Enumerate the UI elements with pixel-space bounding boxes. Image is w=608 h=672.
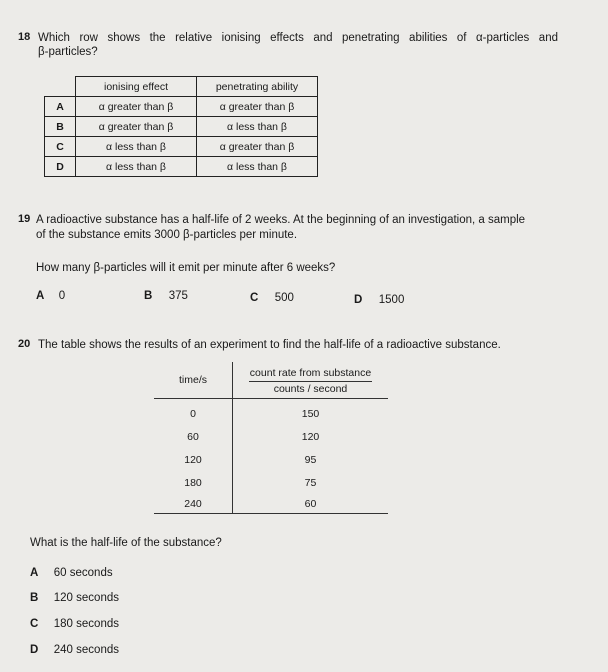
option-value: 60 seconds [53,567,113,579]
q18-text-line1: Which row shows the relative ionising effects and penetrating abilities of α-particles and [38,32,558,44]
q18-text-line2: β-particles? [38,46,98,58]
q20-header-count-line1: count rate from substance [249,366,372,382]
option-value: 240 seconds [53,644,119,656]
q20-header-time: time/s [178,374,207,386]
q20-number: 20 [18,338,31,350]
q20-table-header-rule [154,398,388,399]
q18-row-ionising: α greater than β [76,97,197,117]
q18-table-row [45,117,318,137]
q20-time-cell: 180 [184,477,202,489]
q20-option-a[interactable] [30,563,113,581]
option-letter: B [30,592,39,604]
q20-count-cell: 120 [301,431,320,443]
q19-option-d[interactable] [354,290,404,308]
q18-row-penetrating: α greater than β [197,97,318,117]
q20-table-bottom-rule [154,513,388,514]
option-letter: D [354,294,363,306]
q18-row-penetrating: α less than β [197,157,318,177]
q19-text-line1: A radioactive substance has a half-life of 2 weeks. At the beginning of an investigation, a sample [36,214,526,226]
option-letter: C [30,618,39,630]
q20-text: The table shows the results of an experiment to find the half-life of a radioactive substance. [38,339,501,351]
q20-count-cell: 150 [301,408,320,420]
option-letter: A [36,290,45,302]
q20-time-cell: 240 [184,498,202,510]
option-value: 1500 [378,294,405,306]
q18-row-penetrating: α greater than β [197,137,318,157]
q20-option-b[interactable] [30,588,119,606]
q18-table-row [45,137,318,157]
q20-header-count-line2: counts / second [273,383,348,395]
q20-time-cell: 0 [190,408,196,420]
option-letter: A [30,567,39,579]
q19-number: 19 [18,213,31,225]
q18-header-penetrating: penetrating ability [197,77,318,97]
q18-row-letter: C [45,137,76,157]
q19-text-line2: of the substance emits 3000 β-particles per minute. [36,229,298,241]
option-value: 375 [168,290,188,302]
option-letter: C [250,292,259,304]
q18-row-ionising: α less than β [76,137,197,157]
q19-option-c[interactable] [250,288,294,306]
q20-table [154,362,388,514]
q18-row-ionising: α less than β [76,157,197,177]
q18-row-letter: A [45,97,76,117]
q20-header-count [233,366,388,397]
q20-time-cell: 60 [187,431,199,443]
q20-time-cell: 120 [184,454,202,466]
q18-table-header [45,77,318,97]
q18-table-row [45,157,318,177]
q18-row-letter: B [45,117,76,137]
q19-option-b[interactable] [144,286,188,304]
q20-count-cell: 95 [304,454,317,466]
option-value: 500 [274,292,294,304]
q18-table-row [45,97,318,117]
option-letter: D [30,644,39,656]
option-value: 0 [58,290,66,302]
q18-number: 18 [18,31,31,43]
q18-row-letter: D [45,157,76,177]
q18-table-corner [45,77,76,97]
q20-count-cell: 75 [304,477,317,489]
option-letter: B [144,290,153,302]
option-value: 180 seconds [53,618,119,630]
q20-count-cell: 60 [304,498,317,510]
q18-table [44,76,318,177]
q19-option-a[interactable] [36,286,65,304]
option-value: 120 seconds [53,592,119,604]
q20-question: What is the half-life of the substance? [30,537,222,549]
q18-row-penetrating: α less than β [197,117,318,137]
q20-option-c[interactable] [30,614,119,632]
q18-header-ionising: ionising effect [76,77,197,97]
q19-question: How many β-particles will it emit per minute after 6 weeks? [36,262,336,274]
q18-row-ionising: α greater than β [76,117,197,137]
q20-option-d[interactable] [30,640,119,658]
